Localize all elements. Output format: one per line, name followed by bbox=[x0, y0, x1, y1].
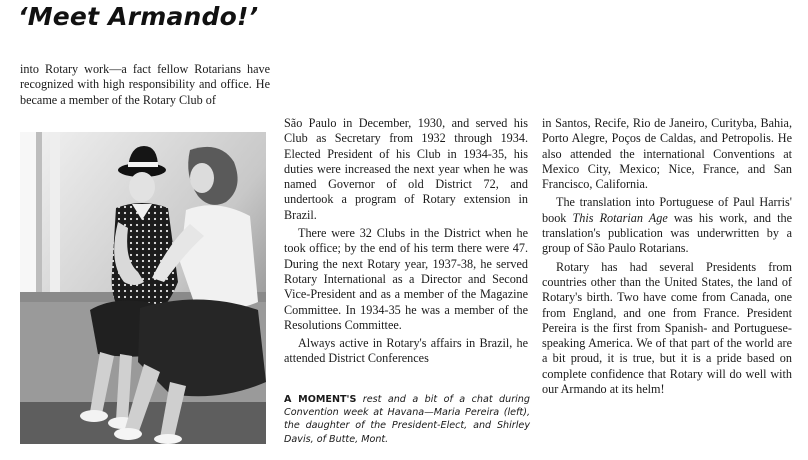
photo-illustration bbox=[20, 132, 266, 444]
column-3-paragraph-2 bbox=[542, 195, 792, 256]
caption-text: rest and a bit of a chat during Convention week at Havana—Maria Pereira (left), the daughter of the President-Elect, and Shirley Davis, of Butte, Mont. bbox=[284, 394, 530, 445]
photo-two-women-seated bbox=[20, 132, 266, 444]
column-2-text bbox=[284, 116, 528, 367]
column-2-paragraph-1: São Paulo in December, 1930, and served his Club as Secretary from 1932 through 1934. Elected President of his Club in 1934-35, his duties were increased the next year when he was named Governor of old District 72, and undertook a program of Rotary extension in Brazil. bbox=[284, 116, 528, 222]
column-3-paragraph-3: Rotary has had several Presidents from countries other than the United States, the land of Rotary's birth. Two have come from Canada, one from England, and one from France. President Pereira is the first from Spanish- and Portuguese-speaking America. We of that part of the world are a bit proud, it is true, but it is a pride based on complete confidence that Rotary will do well with our Armando at its helm! bbox=[542, 259, 792, 397]
caption-lead: A MOMENT'S bbox=[284, 394, 357, 405]
article-title: ‘Meet Armando!’ bbox=[18, 2, 259, 31]
column-3-text bbox=[542, 116, 792, 397]
column-2-paragraph-2: There were 32 Clubs in the District when he took office; by the end of his term there were 47. During the next Rotary year, 1937-38, he served Rotary International as a Director and Second Vice-President and as a member of the Magazine Committee. In 1934-35 he was a member of the Resolutions Committee. bbox=[284, 226, 528, 332]
paragraph-2-after: was his work, and the translation's publication was underwritten by a group of São Paulo Rotarians. bbox=[542, 210, 792, 256]
column-2-paragraph-3: Always active in Rotary's affairs in Brazil, he attended District Conferences bbox=[284, 336, 528, 366]
column-3-paragraph-1: in Santos, Recife, Rio de Janeiro, Curityba, Bahia, Porto Alegre, Poços de Caldas, and Petropolis. He also attended the international Conventions at Mexico City, Mexico; Nice, France, and San Francisco, California. bbox=[542, 116, 792, 192]
photo-caption bbox=[284, 393, 530, 446]
column-1-paragraph: into Rotary work—a fact fellow Rotarians have recognized with high responsibility and office. He became a member of the Rotary Club of bbox=[20, 62, 270, 107]
paragraph-2-before: The translation into Portuguese of Paul Harris' book bbox=[542, 195, 792, 225]
column-1-text bbox=[20, 62, 270, 108]
book-title: This Rotarian Age bbox=[572, 210, 668, 225]
